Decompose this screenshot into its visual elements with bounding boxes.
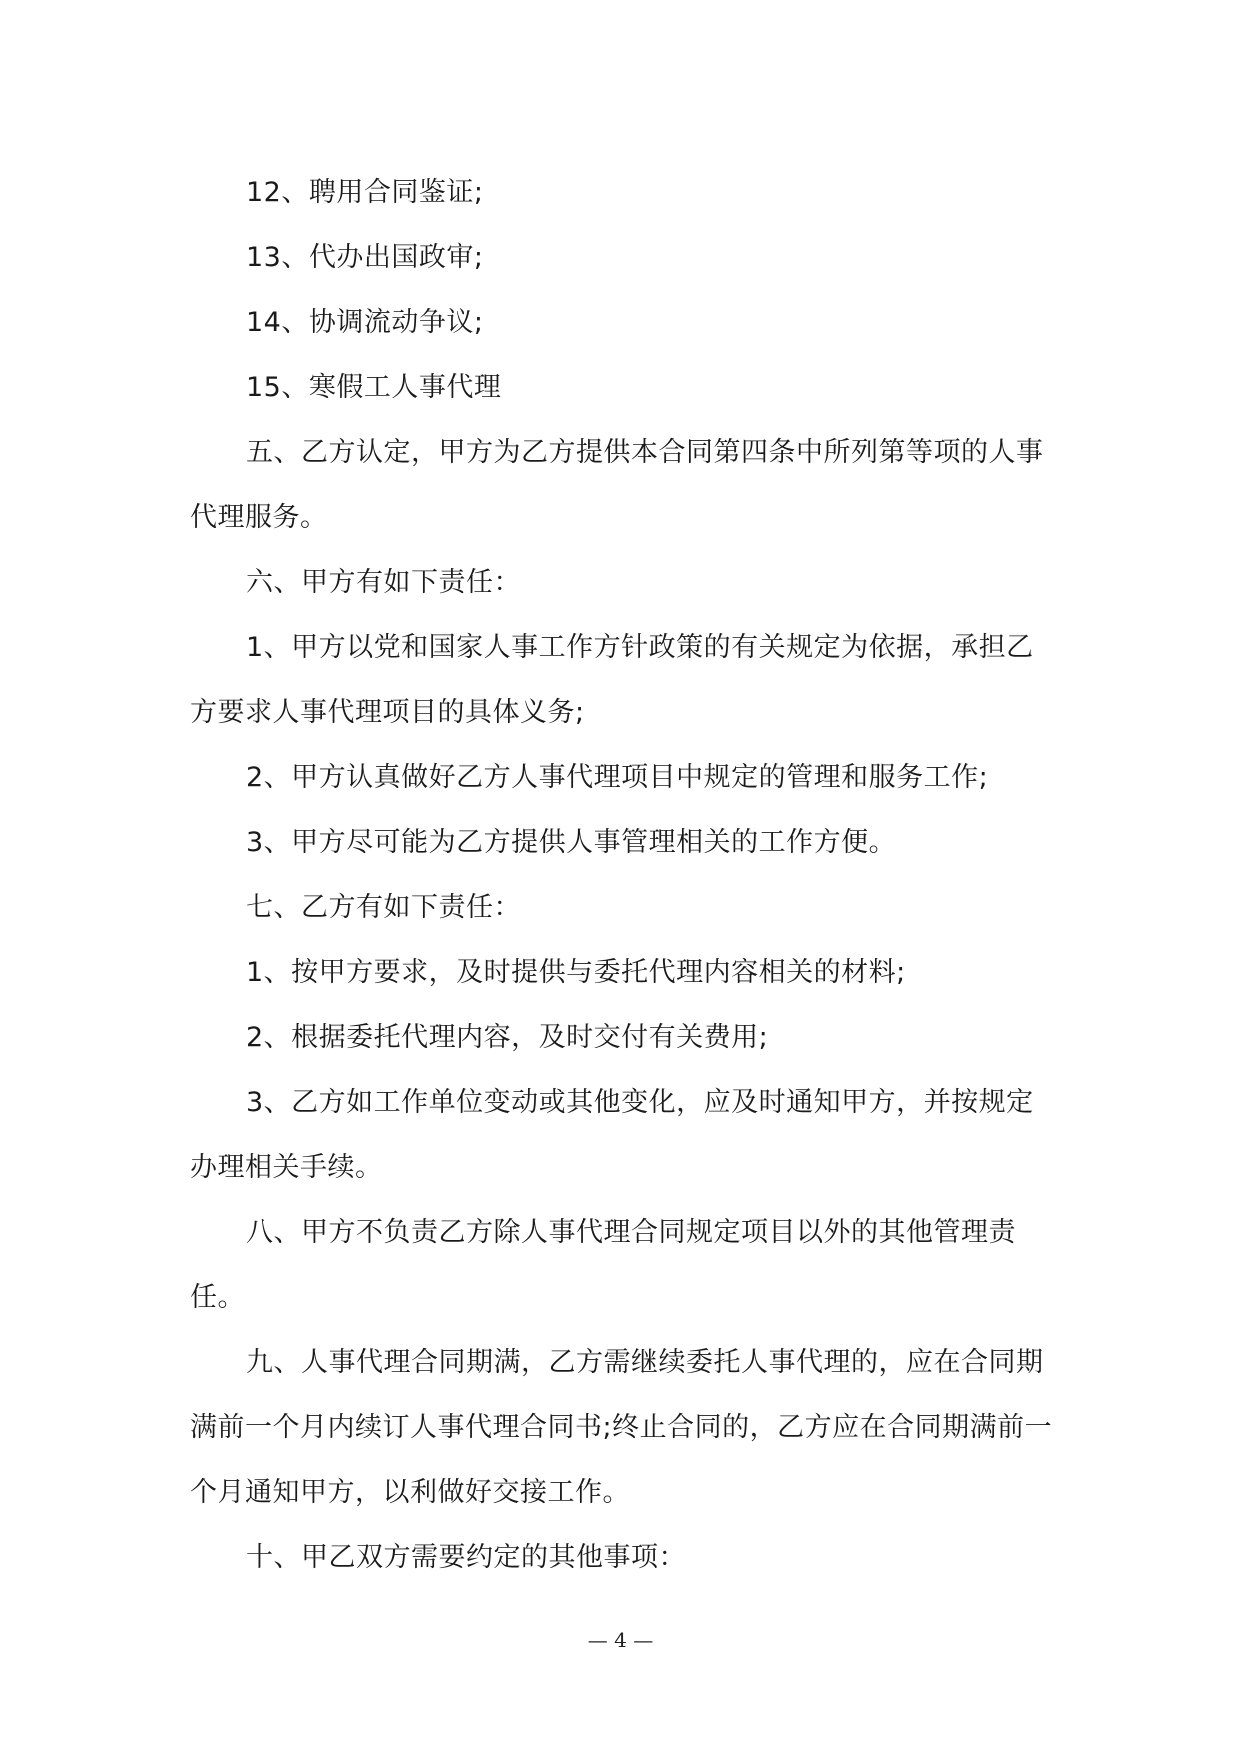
document-body bbox=[190, 160, 1056, 1590]
article-7-item-2: 2、根据委托代理内容，及时交付有关费用; bbox=[246, 1022, 769, 1053]
clause-12: 12、聘用合同鉴证; bbox=[246, 177, 484, 208]
article-7-item-1: 1、按甲方要求，及时提供与委托代理内容相关的材料; bbox=[246, 957, 906, 988]
article-6-heading: 六、甲方有如下责任： bbox=[246, 567, 521, 598]
article-9: 九、人事代理合同期满，乙方需继续委托人事代理的，应在合同期满前一个月内续订人事代理合同书;终止合同的，乙方应在合同期满前一个月通知甲方，以利做好交接工作。 bbox=[190, 1347, 1053, 1508]
page-number: — 4 — bbox=[587, 1628, 654, 1652]
article-7-item-3: 3、乙方如工作单位变动或其他变化，应及时通知甲方，并按规定办理相关手续。 bbox=[190, 1087, 1034, 1183]
article-5: 五、乙方认定，甲方为乙方提供本合同第四条中所列第等项的人事代理服务。 bbox=[190, 437, 1044, 533]
article-8: 八、甲方不负责乙方除人事代理合同规定项目以外的其他管理责任。 bbox=[190, 1217, 1016, 1313]
clause-15: 15、寒假工人事代理 bbox=[246, 372, 502, 403]
clause-13: 13、代办出国政审; bbox=[246, 242, 484, 273]
article-6-item-3: 3、甲方尽可能为乙方提供人事管理相关的工作方便。 bbox=[246, 827, 897, 858]
clause-14: 14、协调流动争议; bbox=[246, 307, 484, 338]
article-10-heading: 十、甲乙双方需要约定的其他事项： bbox=[246, 1542, 686, 1573]
article-7-heading: 七、乙方有如下责任： bbox=[246, 892, 521, 923]
article-6-item-1: 1、甲方以党和国家人事工作方针政策的有关规定为依据，承担乙方要求人事代理项目的具体义务; bbox=[190, 632, 1034, 728]
article-6-item-2: 2、甲方认真做好乙方人事代理项目中规定的管理和服务工作; bbox=[246, 762, 989, 793]
